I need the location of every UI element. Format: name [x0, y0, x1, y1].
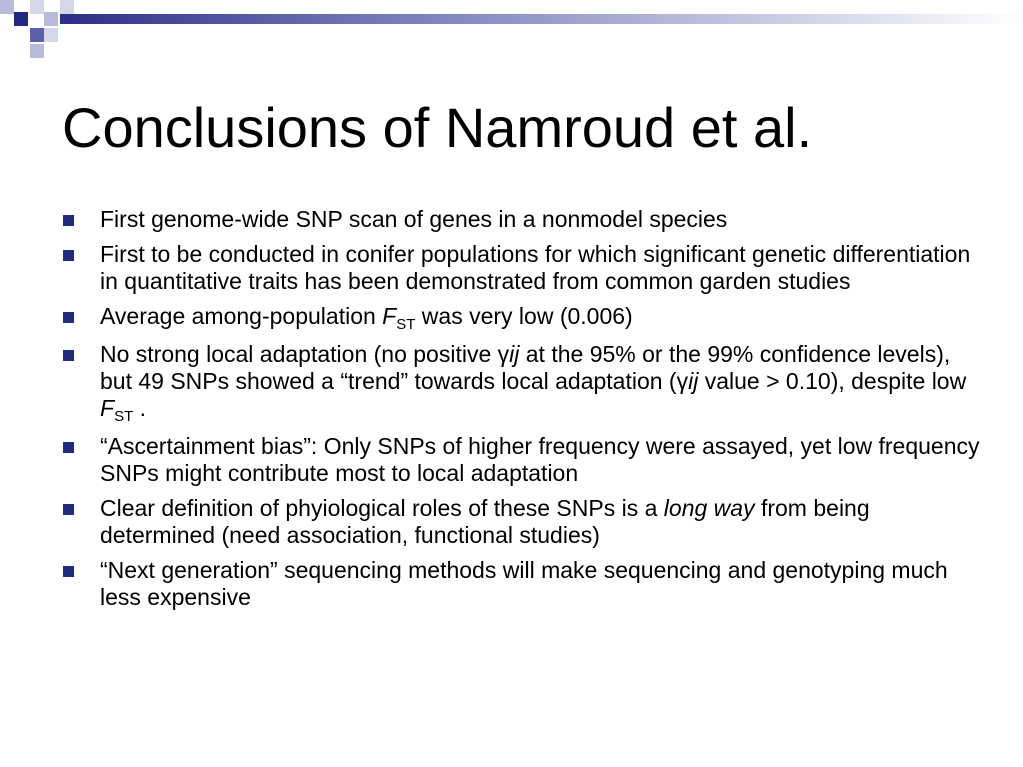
fst-symbol: F	[100, 395, 115, 421]
bullet-text-part: value > 0.10), despite low	[698, 368, 967, 394]
square-bullet-icon	[63, 504, 74, 515]
bullet-text-part: Average among-population	[100, 303, 383, 329]
slide-title: Conclusions of Namroud et al.	[62, 96, 813, 159]
decor-square	[14, 12, 28, 26]
bullet-list	[60, 206, 980, 619]
square-bullet-icon	[63, 250, 74, 261]
fst-subscript: ST	[396, 316, 416, 333]
decor-square	[60, 0, 74, 14]
bullet-item	[60, 241, 980, 295]
bullet-item	[60, 433, 980, 487]
bullet-text-part: .	[133, 395, 147, 421]
square-bullet-icon	[63, 350, 74, 361]
square-bullet-icon	[63, 215, 74, 226]
header-gradient-band	[60, 14, 1023, 24]
bullet-text-part: from being determined (need association, functional studies)	[100, 495, 870, 548]
decor-square	[30, 44, 44, 58]
square-bullet-icon	[63, 566, 74, 577]
decor-square	[44, 12, 58, 26]
decor-square	[44, 28, 58, 42]
bullet-text-part: was very low (0.006)	[415, 303, 633, 329]
bullet-text-part: at the 95% or the 99% confidence levels), but 49 SNPs showed a “trend” towards local adaptation (γ	[100, 341, 951, 394]
bullet-text: First genome-wide SNP scan of genes in a nonmodel species	[100, 206, 728, 232]
header-decoration	[0, 0, 1023, 60]
fst-symbol: F	[382, 303, 397, 329]
bullet-item	[60, 495, 980, 549]
square-bullet-icon	[63, 442, 74, 453]
ij-subscript-text: ij	[688, 368, 699, 394]
fst-subscript: ST	[114, 408, 134, 425]
emphasis-text: long way	[663, 495, 755, 521]
bullet-text-part: Clear definition of phyiological roles of these SNPs is a	[100, 495, 664, 521]
bullet-item	[60, 557, 980, 611]
decor-square	[0, 0, 14, 14]
bullet-item	[60, 303, 980, 333]
decor-square	[30, 0, 44, 14]
decor-square	[30, 28, 44, 42]
bullet-text: “Next generation” sequencing methods will make sequencing and genotyping much less expensive	[100, 557, 948, 610]
ij-subscript-text: ij	[509, 341, 520, 367]
square-bullet-icon	[63, 312, 74, 323]
bullet-text: “Ascertainment bias”: Only SNPs of higher frequency were assayed, yet low frequency SNPs might contribute most to local adaptation	[100, 433, 980, 486]
bullet-text-part: No strong local adaptation (no positive γ	[100, 341, 510, 367]
bullet-item	[60, 341, 980, 425]
bullet-text: First to be conducted in conifer populations for which significant genetic differentiation in quantitative traits has been demonstrated from common garden studies	[100, 241, 971, 294]
bullet-item	[60, 206, 980, 233]
